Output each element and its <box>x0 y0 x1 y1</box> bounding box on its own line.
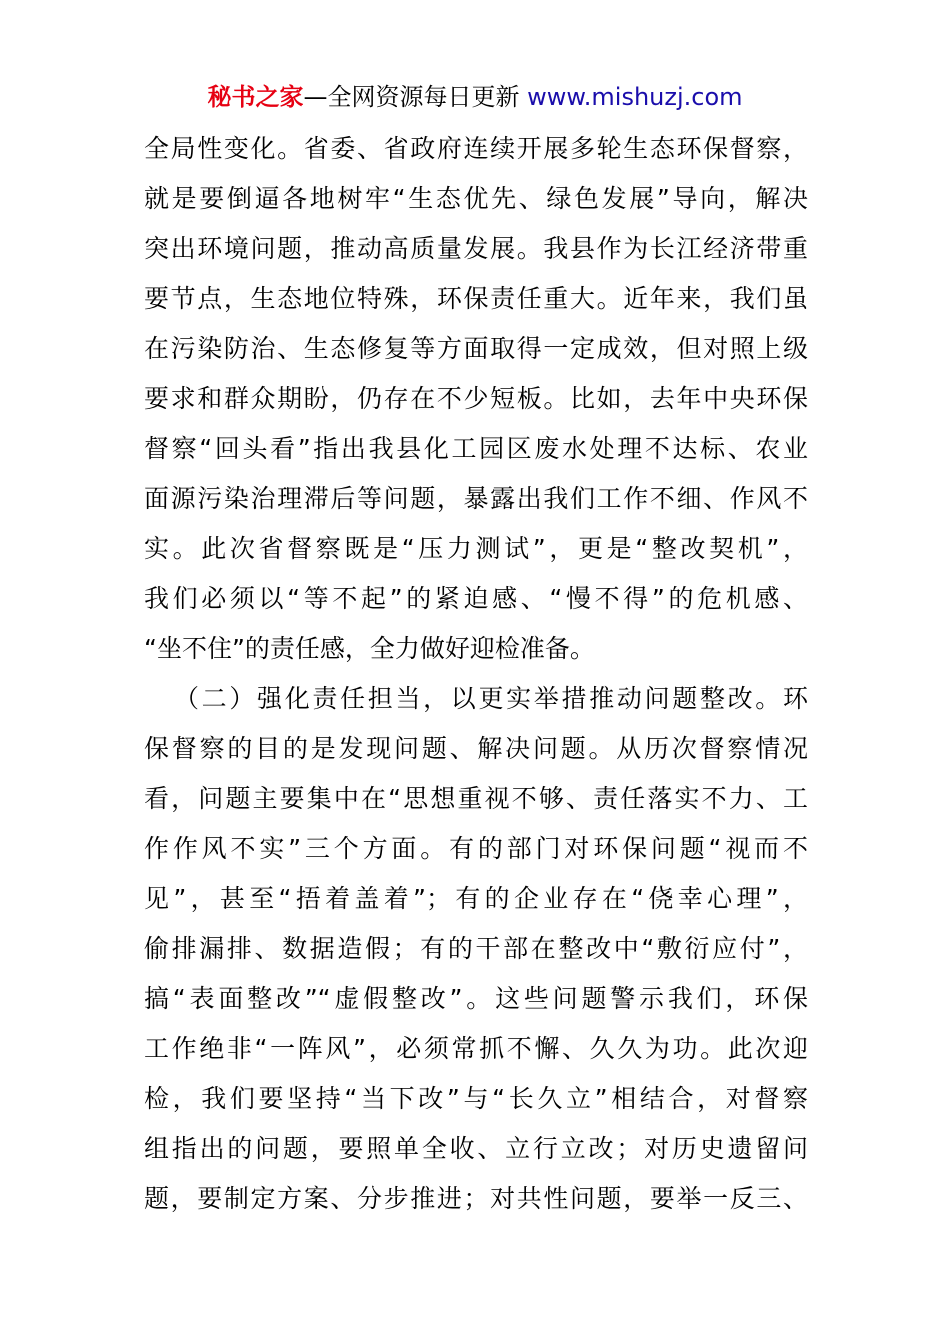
text-line: 保督察的目的是发现问题、解决问题。从历次督察情况 <box>144 734 808 763</box>
site-header <box>0 80 950 114</box>
text-line: 我们必须以“等不起”的紧迫感、“慢不得”的危机感、 <box>144 584 808 613</box>
site-url-link[interactable]: www.mishuzj.com <box>527 83 743 111</box>
document-body <box>144 124 808 1224</box>
text-line: 搞“表面整改”“虚假整改”。这些问题警示我们，环保 <box>144 984 808 1013</box>
text-line: 题，要制定方案、分步推进；对共性问题，要举一反三、 <box>144 1184 808 1213</box>
text-line: 面源污染治理滞后等问题，暴露出我们工作不细、作风不 <box>144 484 808 513</box>
text-line: 在污染防治、生态修复等方面取得一定成效，但对照上级 <box>144 334 808 363</box>
text-line: 全局性变化。省委、省政府连续开展多轮生态环保督察， <box>144 134 808 163</box>
text-line: 作作风不实”三个方面。有的部门对环保问题“视而不 <box>144 834 808 863</box>
text-line: 检，我们要坚持“当下改”与“长久立”相结合，对督察 <box>144 1084 808 1113</box>
text-line: 见”，甚至“捂着盖着”；有的企业存在“侥幸心理”， <box>144 884 808 913</box>
text-line: 工作绝非“一阵风”，必须常抓不懈、久久为功。此次迎 <box>144 1034 808 1063</box>
text-line: 看，问题主要集中在“思想重视不够、责任落实不力、工 <box>144 784 808 813</box>
site-tagline: —全网资源每日更新 <box>303 83 520 111</box>
text-line: 突出环境问题，推动高质量发展。我县作为长江经济带重 <box>144 234 808 263</box>
text-line: 组指出的问题，要照单全收、立行立改；对历史遗留问 <box>144 1134 808 1163</box>
text-line: 督察“回头看”指出我县化工园区废水处理不达标、农业 <box>144 434 808 463</box>
text-line: “坐不住”的责任感，全力做好迎检准备。 <box>144 634 595 663</box>
text-line: 偷排漏排、数据造假；有的干部在整改中“敷衍应付”， <box>144 934 808 963</box>
text-line: 就是要倒逼各地树牢“生态优先、绿色发展”导向，解决 <box>144 184 808 213</box>
text-line: 要节点，生态地位特殊，环保责任重大。近年来，我们虽 <box>144 284 808 313</box>
text-line: 要求和群众期盼，仍存在不少短板。比如，去年中央环保 <box>144 384 808 413</box>
site-brand: 秘书之家 <box>207 83 304 111</box>
section-heading-line: （二）强化责任担当，以更实举措推动问题整改。环 <box>174 684 808 713</box>
text-line: 实。此次省督察既是“压力测试”，更是“整改契机”， <box>144 534 808 563</box>
